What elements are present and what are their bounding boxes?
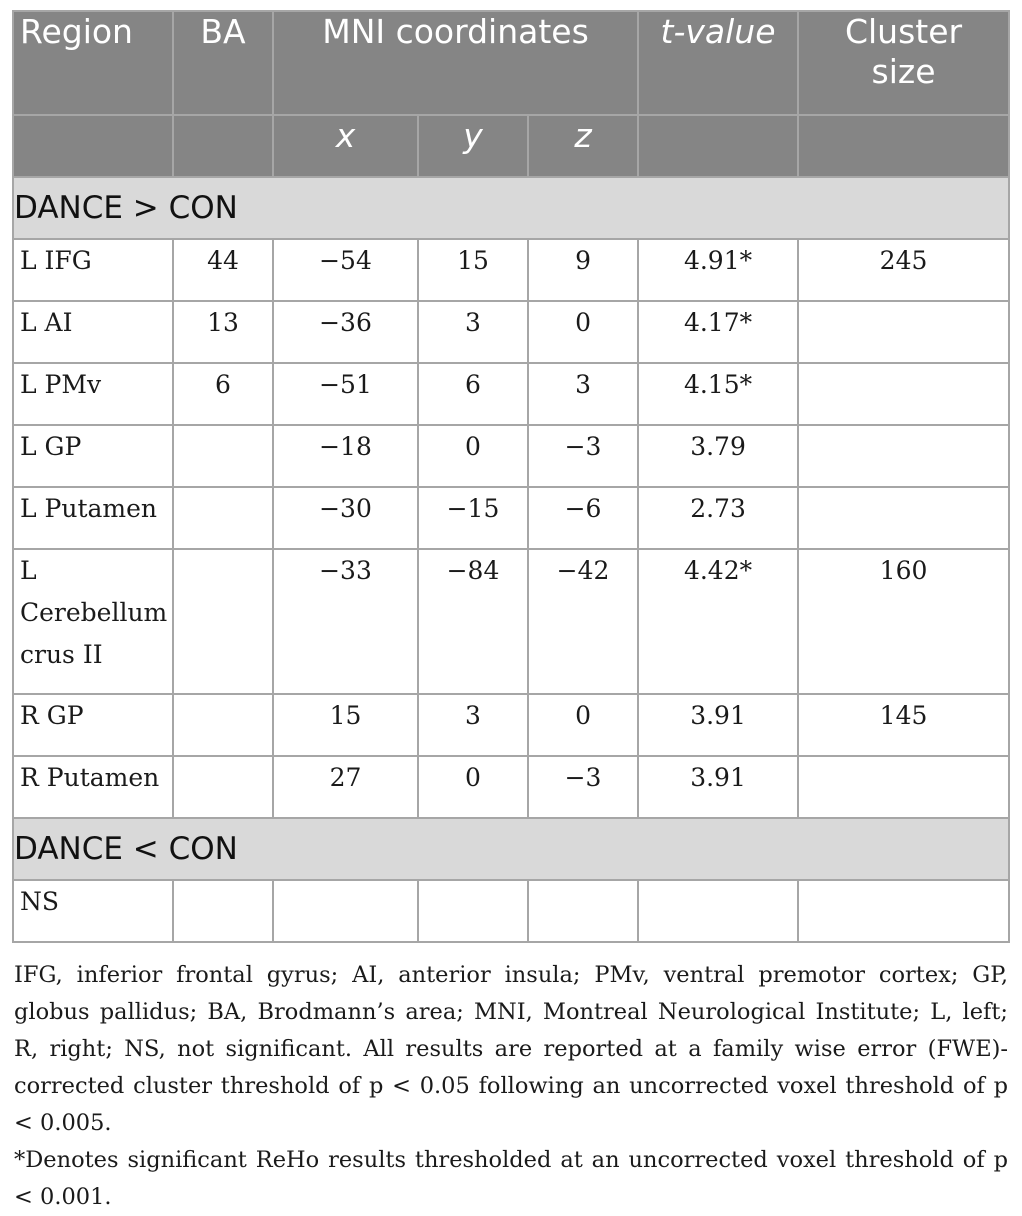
header-row-main (13, 11, 1009, 115)
cell-t-value: 3.91 (638, 694, 798, 756)
cell-z: −6 (528, 487, 638, 549)
cell-region-line: Cerebellum (20, 598, 168, 627)
cell-cluster-size (798, 880, 1009, 942)
cell-ba (173, 694, 273, 756)
cell-ba (173, 880, 273, 942)
cell-t-value: 3.79 (638, 425, 798, 487)
results-table (12, 10, 1010, 943)
header-mni-coordinates: MNI coordinates (273, 11, 638, 115)
footnote-abbreviations: IFG, inferior frontal gyrus; AI, anterior insula; PMv, ventral premotor cortex; GP, globus pallidus; BA, Brodmann’s area; MNI, Montreal Neurological Institute; L, left; R, right; NS, not significant. All results are reported at a family wise error (FWE)-corrected cluster threshold of p < 0.05 following an uncorrected voxel threshold of p < 0.005. (14, 962, 1008, 1136)
header-row-sub (13, 115, 1009, 177)
header-cluster-line1: Cluster (844, 12, 963, 51)
cell-cluster-size: 245 (798, 239, 1009, 301)
table-row (13, 694, 1009, 756)
results-table-container (12, 10, 1008, 1216)
table-row (13, 880, 1009, 942)
cell-z: 0 (528, 301, 638, 363)
cell-ba (173, 756, 273, 818)
header-y: y (418, 115, 528, 177)
cell-t-value: 3.91 (638, 756, 798, 818)
cell-ba (173, 487, 273, 549)
cell-z (528, 880, 638, 942)
cell-cluster-size (798, 425, 1009, 487)
cell-region: L Putamen (13, 487, 173, 549)
cell-y (418, 880, 528, 942)
section-dance-greater-con (13, 177, 1009, 239)
cell-region: NS (13, 880, 173, 942)
cell-ba: 13 (173, 301, 273, 363)
cell-ba (173, 425, 273, 487)
cell-ba: 6 (173, 363, 273, 425)
cell-x: −54 (273, 239, 418, 301)
section-label: DANCE < CON (13, 818, 1009, 880)
cell-region: L AI (13, 301, 173, 363)
cell-cluster-size: 145 (798, 694, 1009, 756)
cell-ba: 44 (173, 239, 273, 301)
cell-region: R Putamen (13, 756, 173, 818)
header-z: z (528, 115, 638, 177)
table-row (13, 239, 1009, 301)
table-row (13, 756, 1009, 818)
cell-x (273, 880, 418, 942)
header-cluster-size (798, 11, 1009, 115)
cell-region: L GP (13, 425, 173, 487)
cell-cluster-size (798, 301, 1009, 363)
cell-z: −3 (528, 756, 638, 818)
header-sub-region-empty (13, 115, 173, 177)
cell-x: −30 (273, 487, 418, 549)
cell-cluster-size: 160 (798, 549, 1009, 694)
cell-region-line: L (20, 556, 37, 585)
cell-region: L PMv (13, 363, 173, 425)
table-row (13, 301, 1009, 363)
cell-x: −51 (273, 363, 418, 425)
cell-x: −33 (273, 549, 418, 694)
cell-region-line: crus II (20, 640, 103, 669)
header-x: x (273, 115, 418, 177)
cell-z: −3 (528, 425, 638, 487)
cell-t-value (638, 880, 798, 942)
cell-z: 0 (528, 694, 638, 756)
cell-cluster-size (798, 363, 1009, 425)
cell-y: 6 (418, 363, 528, 425)
cell-y: 0 (418, 756, 528, 818)
cell-z: −42 (528, 549, 638, 694)
header-sub-cluster-empty (798, 115, 1009, 177)
cell-y: −15 (418, 487, 528, 549)
cell-y: 0 (418, 425, 528, 487)
header-sub-t-empty (638, 115, 798, 177)
header-sub-ba-empty (173, 115, 273, 177)
cell-x: −36 (273, 301, 418, 363)
cell-t-value: 4.15* (638, 363, 798, 425)
cell-x: −18 (273, 425, 418, 487)
cell-region: L IFG (13, 239, 173, 301)
table-footnotes (12, 957, 1008, 1216)
cell-z: 9 (528, 239, 638, 301)
cell-cluster-size (798, 756, 1009, 818)
table-row (13, 363, 1009, 425)
table-row (13, 487, 1009, 549)
header-cluster-line2: size (871, 52, 936, 91)
cell-x: 15 (273, 694, 418, 756)
cell-ba (173, 549, 273, 694)
cell-region: R GP (13, 694, 173, 756)
footnote-asterisk: *Denotes significant ReHo results thresholded at an uncorrected voxel threshold of p < 0.001. (14, 1147, 1008, 1210)
cell-y: 15 (418, 239, 528, 301)
cell-y: −84 (418, 549, 528, 694)
cell-region (13, 549, 173, 694)
header-t-value: t-value (638, 11, 798, 115)
cell-y: 3 (418, 301, 528, 363)
section-label: DANCE > CON (13, 177, 1009, 239)
cell-x: 27 (273, 756, 418, 818)
section-dance-less-con (13, 818, 1009, 880)
cell-y: 3 (418, 694, 528, 756)
table-row (13, 425, 1009, 487)
cell-t-value: 2.73 (638, 487, 798, 549)
cell-cluster-size (798, 487, 1009, 549)
cell-t-value: 4.17* (638, 301, 798, 363)
table-row (13, 549, 1009, 694)
cell-z: 3 (528, 363, 638, 425)
cell-t-value: 4.42* (638, 549, 798, 694)
cell-t-value: 4.91* (638, 239, 798, 301)
header-ba: BA (173, 11, 273, 115)
header-region: Region (13, 11, 173, 115)
